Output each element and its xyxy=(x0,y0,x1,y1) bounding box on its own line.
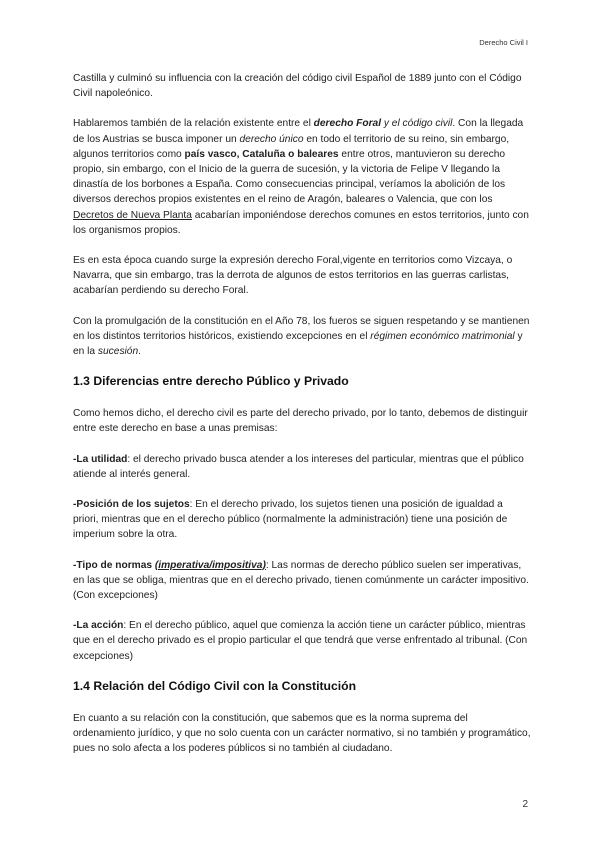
list-item-posicion: -Posición de los sujetos: En el derecho privado, los sujetos tienen una posición de igualdad a priori, mientras que en el derecho público (normalmente la administración) tiene una posición de imperium sobre la otra. xyxy=(73,499,508,541)
page-body xyxy=(73,71,531,772)
section-heading-1-4: 1.4 Relación del Código Civil con la Constitución xyxy=(73,678,357,693)
term-derecho-foral: derecho Foral xyxy=(313,118,382,130)
paragraph-constitucion: Con la promulgación de la constitución en el Año 78, los fueros se siguen respetando y se mantienen en los distintos territorios históricos, existiendo excepciones en el régimen económico matrimonial y en la sucesión. xyxy=(73,315,530,358)
section-heading-1-3: 1.3 Diferencias entre derecho Público y Privado xyxy=(73,374,349,389)
paragraph-intro-1-3: Como hemos dicho, el derecho civil es parte del derecho privado, por lo tanto, debemos de distinguir entre este derecho en base a unas premisas: xyxy=(73,408,528,435)
term-regimen-economico: régimen económico matrimonial xyxy=(370,330,515,342)
paragraph-epoca: Es en esta época cuando surge la expresión derecho Foral,vigente en territorios como Vizcaya, o Navarra, que sin embargo, tras la derrota de algunos de estos territorios en las guerras carlistas, acabarían perdiendo su derecho Foral. xyxy=(73,255,513,297)
term-territorios: país vasco, Cataluña o baleares xyxy=(184,148,339,160)
paragraph-castilla: Castilla y culminó su influencia con la creación del código civil Español de 1889 junto con el Código Civil napoleónico. xyxy=(73,73,522,100)
term-derecho-unico: derecho único xyxy=(239,133,304,145)
list-item-tipo-normas: -Tipo de normas (imperativa/impositiva): Las normas de derecho público suelen ser imperativas, en las que se obliga, mientras que en el derecho privado, tienen comúnmente un carácter impositivo. (Con excepciones) xyxy=(73,559,529,602)
list-item-utilidad: -La utilidad: el derecho privado busca atender a los intereses del particular, mientras que el público atiende al interés general. xyxy=(73,453,524,480)
page-number: 2 xyxy=(522,799,528,810)
term-sucesion: sucesión xyxy=(97,346,139,358)
paragraph-derecho-foral: Hablaremos también de la relación existente entre el derecho Foral y el código civil. Con la llegada de los Austrias se busca imponer un derecho único en todo el territorio de su reino, sin embargo, algunos territorios como país vasco, Cataluña o baleares entre otros, mantuvieron su derecho propio, sin embargo, con el Inicio de la guerra de sucesión, y la victoria de Felipe V llegando la dinastía de los borbones a España. Como consecuencias principal, veríamos la abolición de los diversos derechos propios existentes en el reino de Aragón, baleares o Valencia, que con los Decretos de Nueva Planta acabarían imponiéndose derechos comunes en estos territorios, junto con los organismos propios. xyxy=(73,118,529,236)
term-decretos-nueva-planta: Decretos de Nueva Planta xyxy=(73,209,192,221)
paragraph-1-4: En cuanto a su relación con la constitución, que sabemos que es la norma suprema del ordenamiento jurídico, y que no solo cuenta con un carácter normativo, si no también y programático, pues no solo afecta a los poderes públicos si no también al ciudadano. xyxy=(73,712,531,755)
running-header: Derecho Civil I xyxy=(479,38,528,47)
list-item-accion: -La acción: En el derecho público, aquel que comienza la acción tiene un carácter público, mientras que en el derecho privado es el propio particular el que tendrá que verse enfrentado al tribunal. (Con excepciones) xyxy=(73,620,528,662)
